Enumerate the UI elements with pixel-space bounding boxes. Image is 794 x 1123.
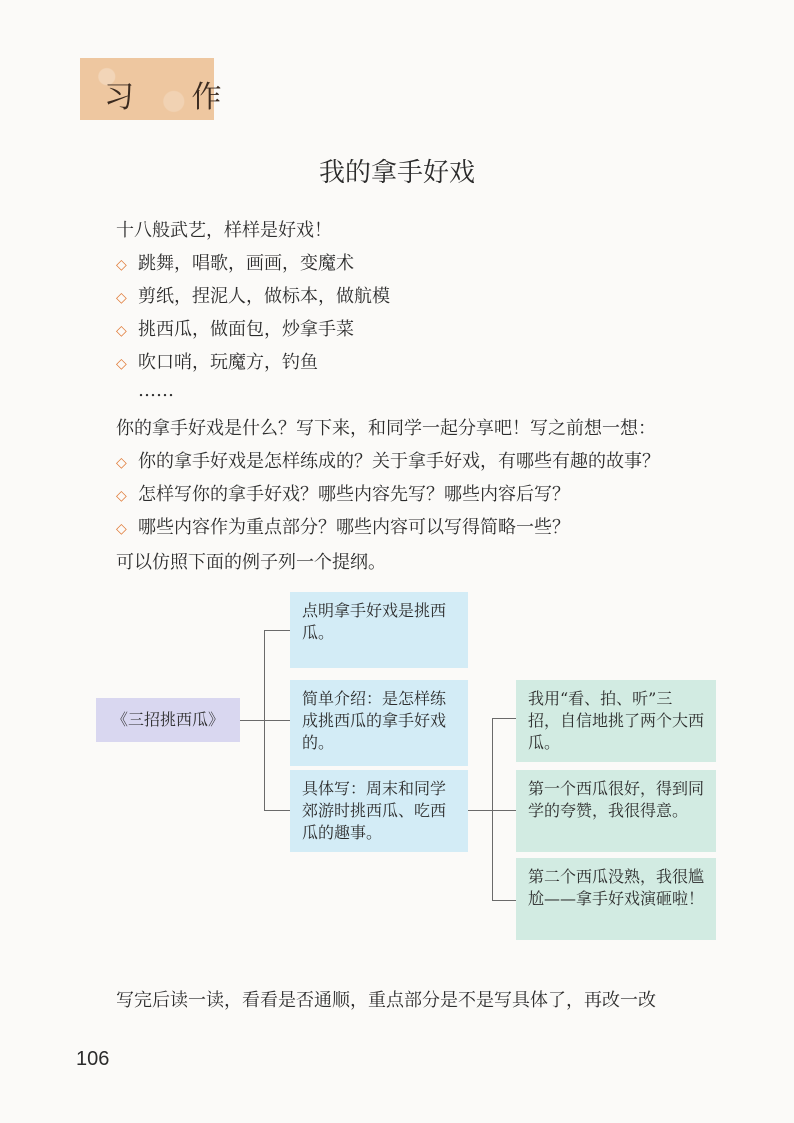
diamond-bullet-icon: ◇ bbox=[116, 290, 127, 306]
prompt-text: 你的拿手好戏是怎样练成的？关于拿手好戏，有哪些有趣的故事？ bbox=[138, 451, 660, 472]
connector-line bbox=[492, 718, 516, 719]
page-number: 106 bbox=[76, 1048, 110, 1070]
example-item bbox=[116, 319, 354, 342]
outline-lead: 可以仿照下面的例子列一个提纲。 bbox=[116, 552, 386, 573]
closing-text: 写完后读一读，看看是否通顺，重点部分是不是写具体了，再改一改 bbox=[116, 990, 656, 1011]
outline-node: 第二个西瓜没熟，我很尴尬——拿手好戏演砸啦！ bbox=[516, 858, 716, 940]
diamond-bullet-icon: ◇ bbox=[116, 356, 127, 372]
outline-node: 简单介绍：是怎样练成挑西瓜的拿手好戏的。 bbox=[290, 680, 468, 766]
page-title: 我的拿手好戏 bbox=[318, 158, 475, 188]
example-item bbox=[116, 286, 390, 309]
connector-line bbox=[264, 630, 290, 631]
connector-line bbox=[264, 810, 290, 811]
intro-line: 十八般武艺，样样是好戏！ bbox=[116, 220, 332, 241]
prompt-item bbox=[116, 517, 570, 540]
outline-node: 我用“看、拍、听”三招，自信地挑了两个大西瓜。 bbox=[516, 680, 716, 762]
diamond-bullet-icon: ◇ bbox=[116, 455, 127, 471]
connector-line bbox=[240, 720, 264, 721]
prompt-item bbox=[116, 484, 570, 507]
example-item bbox=[116, 253, 354, 276]
diamond-bullet-icon: ◇ bbox=[116, 323, 127, 339]
prompt-item bbox=[116, 451, 660, 474]
outline-node: 点明拿手好戏是挑西瓜。 bbox=[290, 592, 468, 668]
diamond-bullet-icon: ◇ bbox=[116, 257, 127, 273]
example-item bbox=[116, 352, 318, 375]
ellipsis: …… bbox=[138, 380, 174, 401]
connector-line bbox=[264, 720, 290, 721]
example-text: 吹口哨，玩魔方，钓鱼 bbox=[138, 352, 318, 373]
example-text: 挑西瓜，做面包，炒拿手菜 bbox=[138, 319, 354, 340]
outline-root: 《三招挑西瓜》 bbox=[96, 698, 240, 742]
example-text: 剪纸，捏泥人，做标本，做航模 bbox=[138, 286, 390, 307]
outline-node: 具体写：周末和同学郊游时挑西瓜、吃西瓜的趣事。 bbox=[290, 770, 468, 852]
diamond-bullet-icon: ◇ bbox=[116, 488, 127, 504]
prompt-text: 怎样写你的拿手好戏？哪些内容先写？哪些内容后写？ bbox=[138, 484, 570, 505]
prompt-text: 哪些内容作为重点部分？哪些内容可以写得简略一些？ bbox=[138, 517, 570, 538]
outline-node: 第一个西瓜很好，得到同学的夸赞，我很得意。 bbox=[516, 770, 716, 852]
example-text: 跳舞，唱歌，画画，变魔术 bbox=[138, 253, 354, 274]
section-label: 习 作 bbox=[104, 80, 246, 115]
connector-line bbox=[492, 810, 516, 811]
diamond-bullet-icon: ◇ bbox=[116, 521, 127, 537]
prompt-question: 你的拿手好戏是什么？写下来，和同学一起分享吧！写之前想一想： bbox=[116, 418, 656, 439]
connector-line bbox=[468, 810, 492, 811]
connector-line bbox=[492, 718, 493, 900]
connector-line bbox=[492, 900, 516, 901]
